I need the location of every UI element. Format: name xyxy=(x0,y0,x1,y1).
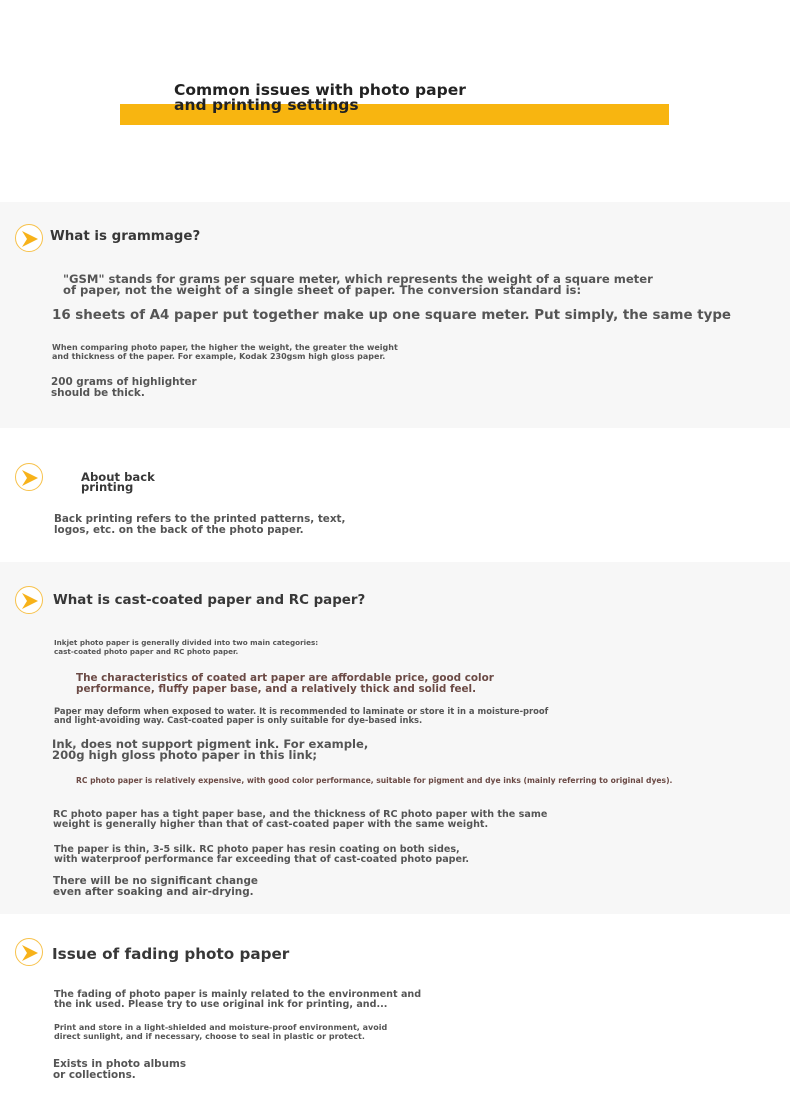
section-title-fading: Issue of fading photo paper xyxy=(52,945,290,963)
page-title: Common issues with photo paper and printing settings xyxy=(174,81,466,114)
section-back-printing xyxy=(0,428,790,562)
back-printing-paragraph-1: Back printing refers to the printed patterns, text, logos, etc. on the back of the photo paper. xyxy=(54,513,346,536)
cast-coated-paragraph-7: The paper is thin, 3-5 silk. RC photo paper has resin coating on both sides, with waterproof performance far exceeding that of cast-coated photo paper. xyxy=(54,844,470,865)
grammage-paragraph-3: When comparing photo paper, the higher the weight, the greater the weight and thickness of the paper. For example, Kodak 230gsm high gloss paper. xyxy=(52,343,398,361)
cast-coated-paragraph-2: The characteristics of coated art paper are affordable price, good color performance, fluffy paper base, and a relatively thick and solid feel. xyxy=(76,672,494,695)
fading-paragraph-3: Exists in photo albums or collections. xyxy=(53,1058,187,1081)
chevron-right-icon xyxy=(15,463,43,491)
chevron-right-icon xyxy=(15,224,43,252)
cast-coated-paragraph-1: Inkjet photo paper is generally divided into two main categories: cast-coated photo paper and RC photo paper. xyxy=(54,638,319,656)
grammage-paragraph-4: 200 grams of highlighter should be thick. xyxy=(51,376,197,399)
section-title-cast-coated: What is cast-coated paper and RC paper? xyxy=(53,593,366,608)
cast-coated-paragraph-6: RC photo paper has a tight paper base, and the thickness of RC photo paper with the same weight is generally higher than that of cast-coated paper with the same weight. xyxy=(53,809,548,830)
chevron-right-icon xyxy=(15,938,43,966)
cast-coated-paragraph-5: RC photo paper is relatively expensive, with good color performance, suitable for pigment and dye inks (mainly referring to original dyes). xyxy=(76,776,673,785)
cast-coated-paragraph-3: Paper may deform when exposed to water. It is recommended to laminate or store it in a moisture-proof and light-avoiding way. Cast-coated paper is only suitable for dye-based inks. xyxy=(54,706,549,725)
fading-paragraph-2: Print and store in a light-shielded and moisture-proof environment, avoid direct sunlight, and if necessary, choose to seal in plastic or protect. xyxy=(54,1023,388,1041)
section-cast-coated xyxy=(0,562,790,914)
grammage-paragraph-2: 16 sheets of A4 paper put together make up one square meter. Put simply, the same type xyxy=(52,308,731,323)
fading-paragraph-1: The fading of photo paper is mainly related to the environment and the ink used. Please try to use original ink for printing, and... xyxy=(54,989,422,1010)
section-grammage xyxy=(0,202,790,428)
section-title-grammage: What is grammage? xyxy=(50,229,201,244)
chevron-right-icon xyxy=(15,586,43,614)
cast-coated-paragraph-4: Ink, does not support pigment ink. For example, 200g high gloss photo paper in this link; xyxy=(52,737,369,762)
section-title-back-printing: About back printing xyxy=(81,470,155,494)
page-header xyxy=(0,0,790,200)
cast-coated-paragraph-8: There will be no significant change even after soaking and air-drying. xyxy=(53,875,258,898)
section-fading xyxy=(0,914,790,1106)
grammage-paragraph-1: "GSM" stands for grams per square meter, which represents the weight of a square meter of paper, not the weight of a single sheet of paper. The conversion standard is: xyxy=(63,272,653,297)
